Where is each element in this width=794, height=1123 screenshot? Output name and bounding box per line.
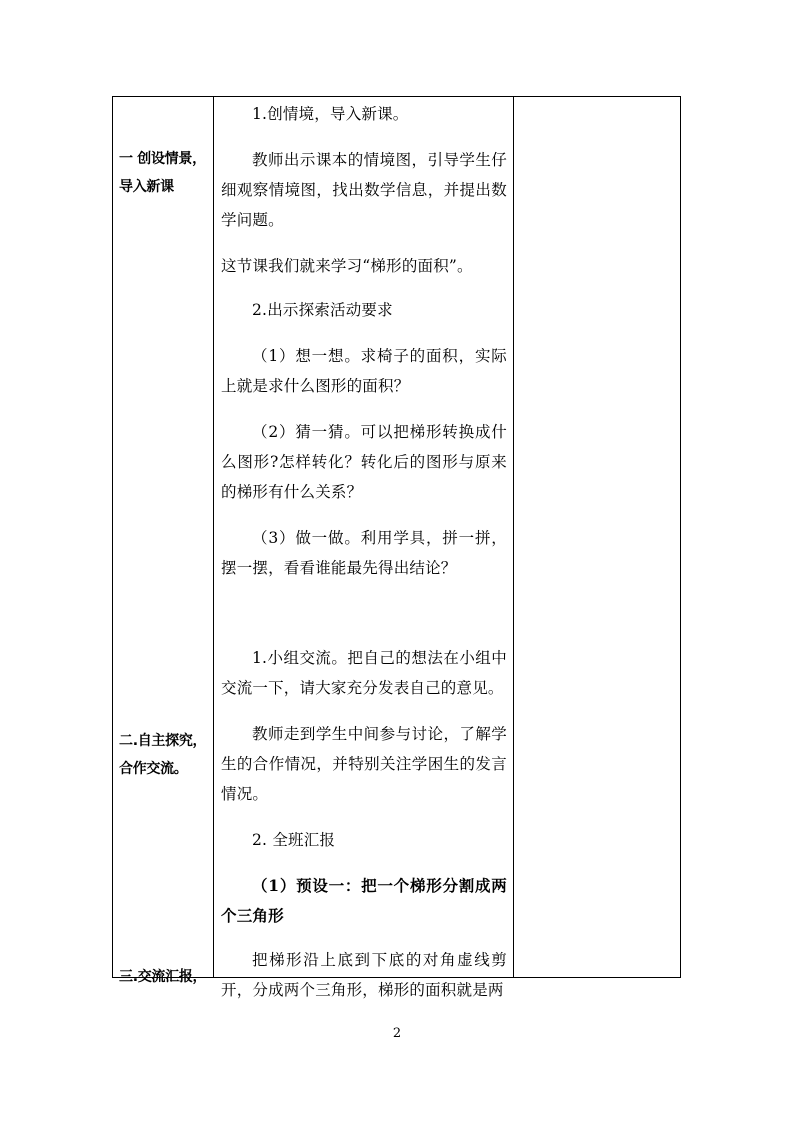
content-paragraph: （2）猜一猜。可以把梯形转换成什么图形?怎样转化？转化后的图形与原来的梯形有什么关系？ — [221, 423, 507, 501]
stage-label: 三.交流汇报， — [119, 969, 207, 985]
stage-label: 一 创设情景，导入新课 — [119, 151, 206, 195]
content-paragraph: 1.小组交流。把自己的想法在小组中交流一下，请大家充分发表自己的意见。 — [221, 649, 507, 697]
content-paragraph: 2. 全班汇报 — [252, 831, 336, 849]
content-paragraph: （3）做一做。利用学具，拼一拼，摆一摆，看看谁能最先得出结论？ — [221, 529, 507, 577]
content-paragraph: （1）预设一：把一个梯形分割成两个三角形 — [221, 876, 507, 925]
content-paragraph: 1.创情境，导入新课。 — [252, 105, 409, 123]
column-divider — [213, 97, 214, 977]
content-paragraph: 这节课我们就来学习“梯形的面积”。 — [221, 257, 473, 275]
content-paragraph: （1）想一想。求椅子的面积，实际上就是求什么图形的面积？ — [221, 347, 507, 395]
page-number: 2 — [392, 1026, 402, 1041]
content-paragraph: 教师出示课本的情境图，引导学生仔细观察情境图，找出数学信息，并提出数学问题。 — [221, 151, 507, 229]
content-paragraph: 教师走到学生中间参与讨论，了解学生的合作情况，并特别关注学困生的发言情况。 — [221, 725, 507, 803]
column-divider — [513, 97, 514, 977]
lesson-plan-table — [112, 96, 681, 999]
stage-label: 二.自主探究，合作交流。 — [119, 733, 207, 777]
content-paragraph: 把梯形沿上底到下底的对角虚线剪开，分成两个三角形，梯形的面积就是两 — [221, 951, 507, 999]
content-paragraph: 2.出示探索活动要求 — [252, 301, 393, 319]
